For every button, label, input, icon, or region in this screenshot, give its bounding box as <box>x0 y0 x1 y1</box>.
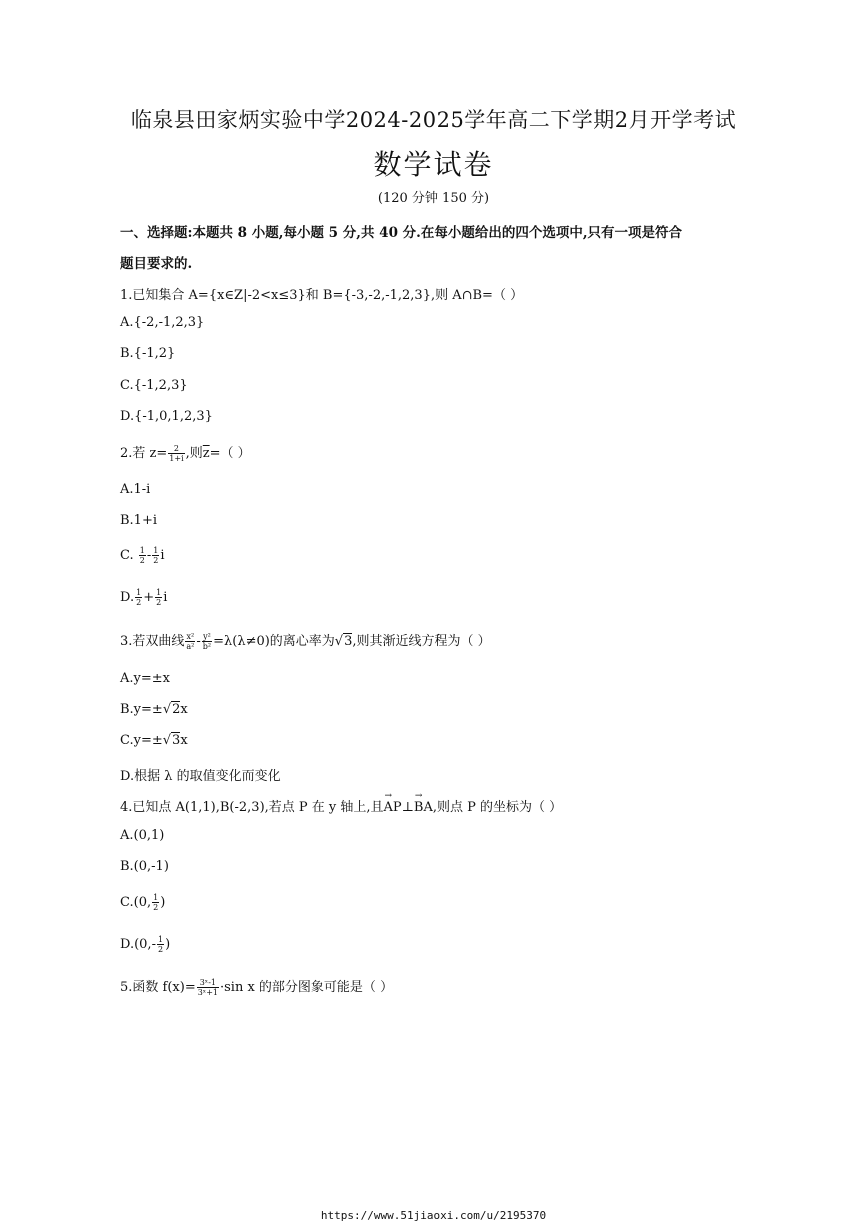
question-4-option-c <box>120 893 165 912</box>
q2d-frac-2-den: 2 <box>156 598 162 607</box>
question-2-option-b: B.1+i <box>120 513 158 528</box>
q4c-suffix: ) <box>160 895 166 910</box>
q3-frac-2-num: y² <box>203 632 211 641</box>
q3c-suffix: x <box>180 733 188 748</box>
q2d-frac-2-num: 1 <box>156 588 162 597</box>
question-1-option-d: D.{-1,0,1,2,3} <box>120 409 213 424</box>
question-1-option-a: A.{-2,-1,2,3} <box>120 315 205 330</box>
q3-stem-suffix: ,则其渐近线方程为（ ） <box>352 634 491 649</box>
q4-vector-ap: → AP <box>384 800 402 815</box>
q3-operator: - <box>196 634 201 649</box>
q4c-frac-num: 1 <box>153 893 159 902</box>
q3-frac-2-den: b² <box>202 642 212 651</box>
question-1-stem: 1.已知集合 A={x∈Z|-2<x≤3}和 B={-3,-2,-1,2,3},则 A∩B=（ ） <box>120 288 524 303</box>
q5-frac-den: 3ˣ+1 <box>197 988 218 997</box>
question-2-option-a: A.1-i <box>120 482 151 497</box>
q4c-prefix: C.(0, <box>120 895 152 910</box>
q4d-frac-num: 1 <box>157 935 164 944</box>
exam-school-title: 临泉县田家炳实验中学2024-2025学年高二下学期2月开学考试 <box>130 108 737 132</box>
question-4-option-d <box>120 935 170 954</box>
q4d-prefix: D.(0,- <box>120 937 156 952</box>
q4-perp-symbol: ⊥ <box>401 800 414 815</box>
q2d-frac-2 <box>155 588 162 607</box>
q3-frac-1-den: a² <box>186 642 195 651</box>
q2c-frac-1 <box>139 546 146 565</box>
q2c-frac-2-den: 2 <box>153 556 159 565</box>
question-2-option-c <box>120 546 165 565</box>
q2-frac-den: 1+i <box>169 454 184 463</box>
q2d-frac-1 <box>135 588 142 607</box>
q3-stem-mid: =λ(λ≠0)的离心率为√ <box>213 634 344 649</box>
question-3-stem <box>120 630 491 651</box>
question-2-stem <box>120 442 251 463</box>
q2-frac-num: 2 <box>168 444 184 454</box>
section-heading-line2: 题目要求的. <box>120 256 193 272</box>
q3-stem-prefix: 3.若双曲线 <box>120 634 185 649</box>
q3c-radicand: 3 <box>172 733 181 748</box>
q3-frac-2 <box>202 632 212 651</box>
question-3-option-d: D.根据 λ 的取值变化而变化 <box>120 769 281 784</box>
q2c-frac-2-num: 1 <box>153 546 159 555</box>
q3-frac-1 <box>185 632 195 651</box>
q2c-frac-1-num: 1 <box>139 546 145 555</box>
q2d-frac-1-num: 1 <box>136 588 142 597</box>
q3b-radicand: 2 <box>172 702 181 717</box>
q3b-prefix: B.y=±√ <box>120 702 172 717</box>
exam-subject-title: 数学试卷 <box>373 148 494 181</box>
q2c-tail: i <box>160 548 165 563</box>
q2c-operator: - <box>146 548 152 563</box>
q4-vector-ba: → BA <box>414 800 433 815</box>
q5-stem-suffix: ·sin x 的部分图象可能是（ ） <box>220 980 394 995</box>
q2-stem-prefix: 2.若 z= <box>120 446 168 461</box>
question-4-option-a: A.(0,1) <box>120 828 165 843</box>
question-3-option-c <box>120 733 188 748</box>
section-heading-line1: 一、选择题:本题共 8 小题,每小题 5 分,共 40 分.在每小题给出的四个选项中,只有一项是符合 <box>120 225 683 241</box>
q2-stem-mid: ,则 <box>185 446 203 461</box>
question-1-option-b: B.{-1,2} <box>120 346 176 361</box>
time-score-info: (120 分钟 150 分) <box>377 191 490 206</box>
question-3-option-a: A.y=±x <box>120 671 170 686</box>
q2c-label: C. <box>120 548 138 563</box>
q3b-suffix: x <box>180 702 188 717</box>
q2d-tail: i <box>163 590 168 605</box>
q4-stem-prefix: 4.已知点 A(1,1),B(-2,3),若点 P 在 y 轴上,且 <box>120 800 384 815</box>
q5-stem-prefix: 5.函数 f(x)= <box>120 980 196 995</box>
q2d-frac-1-den: 2 <box>136 598 142 607</box>
footer-source-url[interactable]: https://www.51jiaoxi.com/u/2195370 <box>320 1209 547 1222</box>
q3-sqrt-radicand: 3 <box>344 634 353 649</box>
q5-frac-num: 3ˣ-1 <box>197 978 219 988</box>
q4d-fraction <box>157 935 164 954</box>
q4-stem-suffix: ,则点 P 的坐标为（ ） <box>432 800 563 815</box>
q2c-frac-1-den: 2 <box>139 556 145 565</box>
q4c-frac-den: 2 <box>153 903 159 912</box>
q2c-frac-2 <box>152 546 159 565</box>
question-2-option-d <box>120 588 167 607</box>
q2-fraction <box>168 444 184 463</box>
q3c-prefix: C.y=±√ <box>120 733 172 748</box>
q4d-suffix: ) <box>165 937 171 952</box>
q2-zbar: $\overline{z}$ <box>202 446 210 461</box>
question-3-option-b <box>120 702 188 717</box>
q5-fraction <box>197 978 219 997</box>
q4d-frac-den: 2 <box>157 945 164 954</box>
question-4-stem <box>120 796 562 815</box>
q3-frac-1-num: x² <box>186 632 195 641</box>
question-5-stem <box>120 976 393 997</box>
q2d-operator: + <box>143 590 155 605</box>
q2d-label: D. <box>120 590 135 605</box>
question-4-option-b: B.(0,-1) <box>120 859 169 874</box>
q2-stem-suffix: =（ ） <box>209 446 251 461</box>
question-1-option-c: C.{-1,2,3} <box>120 378 188 393</box>
q4c-fraction <box>152 893 159 912</box>
